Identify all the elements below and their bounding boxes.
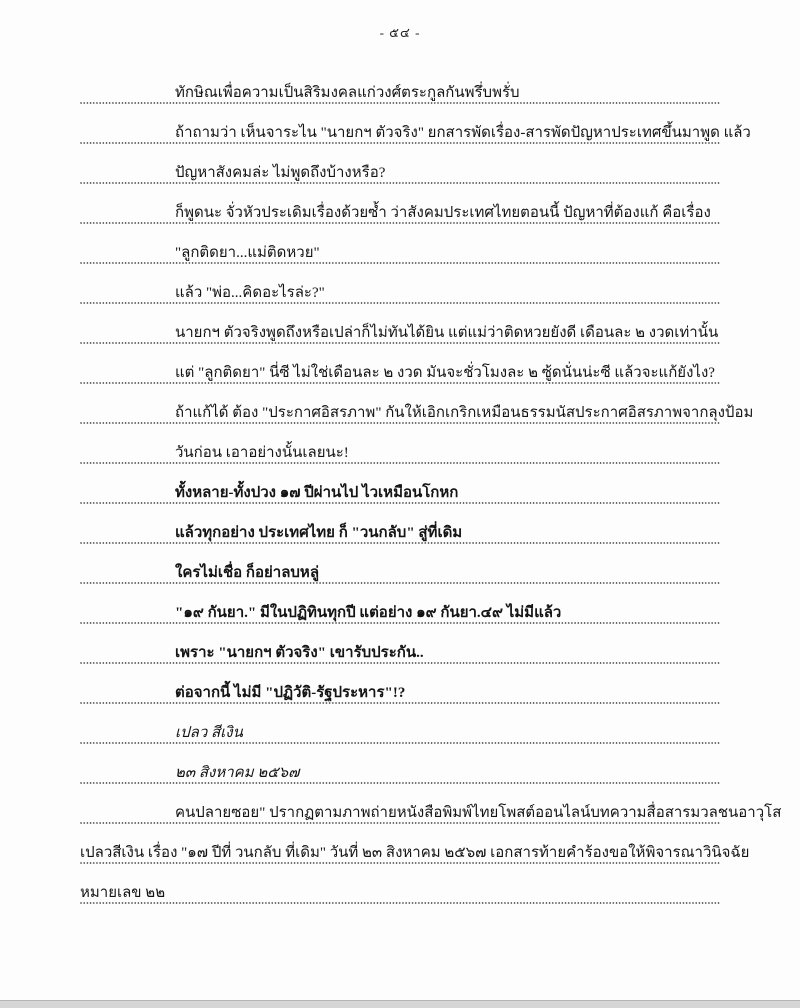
- document-line-emphasis: [80, 668, 720, 708]
- line-text: เพราะ "นายกฯ ตัวจริง" เขารับประกัน..: [175, 645, 424, 661]
- document-line-emphasis: [80, 588, 720, 628]
- line-text: ต่อจากนี้ ไม่มี "ปฏิวัติ-รัฐประหาร"!?: [175, 685, 406, 701]
- line-text: เปลวสีเงิน เรื่อง "๑๗ ปีที่ วนกลับ ที่เดิม" วันที่ ๒๓ สิงหาคม ๒๕๖๗ เอกสารท้ายคำร้องขอให้พิจารณาวินิจฉัย: [80, 845, 750, 861]
- line-text: แล้วทุกอย่าง ประเทศไทย ก็ "วนกลับ" สู่ที่เดิม: [175, 525, 463, 541]
- line-text: นายกฯ ตัวจริงพูดถึงหรือเปล่าก็ไม่ทันได้ยิน แต่แม่ว่าติดหวยยังดี เดือนละ ๒ งวดเท่านั้น: [175, 325, 719, 341]
- document-line: [80, 228, 720, 268]
- document-line: [80, 148, 720, 188]
- line-text: ทักษิณเพื่อความเป็นสิริมงคลแก่วงศ์ตระกูลกันพรึ่บพรั่บ: [175, 85, 520, 101]
- line-text: ทั้งหลาย-ทั้งปวง ๑๗ ปีผ่านไป ไวเหมือนโกหก: [175, 485, 459, 501]
- document-line: [80, 388, 754, 428]
- line-text: เปลว สีเงิน: [175, 725, 243, 741]
- line-text: คนปลายซอย" ปรากฏตามภาพถ่ายหนังสือพิมพ์ไทยโพสต์ออนไลน์บทความสื่อสารมวลชนอาวุโส: [175, 805, 782, 821]
- document-line-emphasis: [80, 628, 720, 668]
- article-date: [80, 748, 720, 788]
- line-text: ใครไม่เชื่อ ก็อย่าลบหลู่: [175, 565, 320, 581]
- document-body: [80, 68, 782, 908]
- line-text: แล้ว "พ่อ...คิดอะไรล่ะ?": [175, 285, 325, 301]
- document-line: [80, 348, 720, 388]
- author-signature: [80, 708, 720, 748]
- document-line: [80, 108, 751, 148]
- line-text: ถ้าแก้ได้ ต้อง "ประกาศอิสรภาพ" กันให้เอิกเกริกเหมือนธรรมนัสประกาศอิสรภาพจากลุงป้อม: [175, 405, 754, 421]
- document-line-emphasis: [80, 548, 720, 588]
- line-text: "ลูกติดยา...แม่ติดหวย": [175, 245, 320, 261]
- document-line: [80, 68, 720, 108]
- document-line: [80, 428, 720, 468]
- document-line: [80, 308, 720, 348]
- line-text: ถ้าถามว่า เห็นจาระไน "นายกฯ ตัวจริง" ยกสารพัดเรื่อง-สารพัดปัญหาประเทศขึ้นมาพูด แล้ว: [175, 125, 751, 141]
- document-line-emphasis: [80, 468, 720, 508]
- page-number: - ๕๔ -: [379, 25, 421, 40]
- line-text: ปัญหาสังคมล่ะ ไม่พูดถึงบ้างหรือ?: [175, 165, 386, 181]
- document-line-emphasis: [80, 508, 720, 548]
- line-text: แต่ "ลูกติดยา" นี่ซี ไม่ใช่เดือนละ ๒ งวด มันจะชั่วโมงละ ๒ ซู้ดนั่นน่ะซี แล้วจะแก้ยังไง?: [175, 365, 715, 381]
- line-text: ก็พูดนะ จั่วหัวประเดิมเรื่องด้วยซ้ำ ว่าสังคมประเทศไทยตอนนี้ ปัญหาที่ต้องแก้ คือเรื่อง: [175, 205, 711, 221]
- line-text: "๑๙ กันยา." มีในปฏิทินทุกปี แต่อย่าง ๑๙ กันยา.๔๙ ไม่มีแล้ว: [175, 605, 562, 621]
- document-line: [80, 188, 720, 228]
- line-text: ๒๓ สิงหาคม ๒๕๖๗: [175, 765, 300, 781]
- page-edge-divider: [0, 1000, 800, 1008]
- document-line: [80, 268, 720, 308]
- document-line: [80, 868, 720, 908]
- document-line: [80, 828, 750, 868]
- document-line: [80, 788, 782, 828]
- line-text: หมายเลข ๒๒: [80, 885, 166, 901]
- line-text: วันก่อน เอาอย่างนั้นเลยนะ!: [175, 445, 349, 461]
